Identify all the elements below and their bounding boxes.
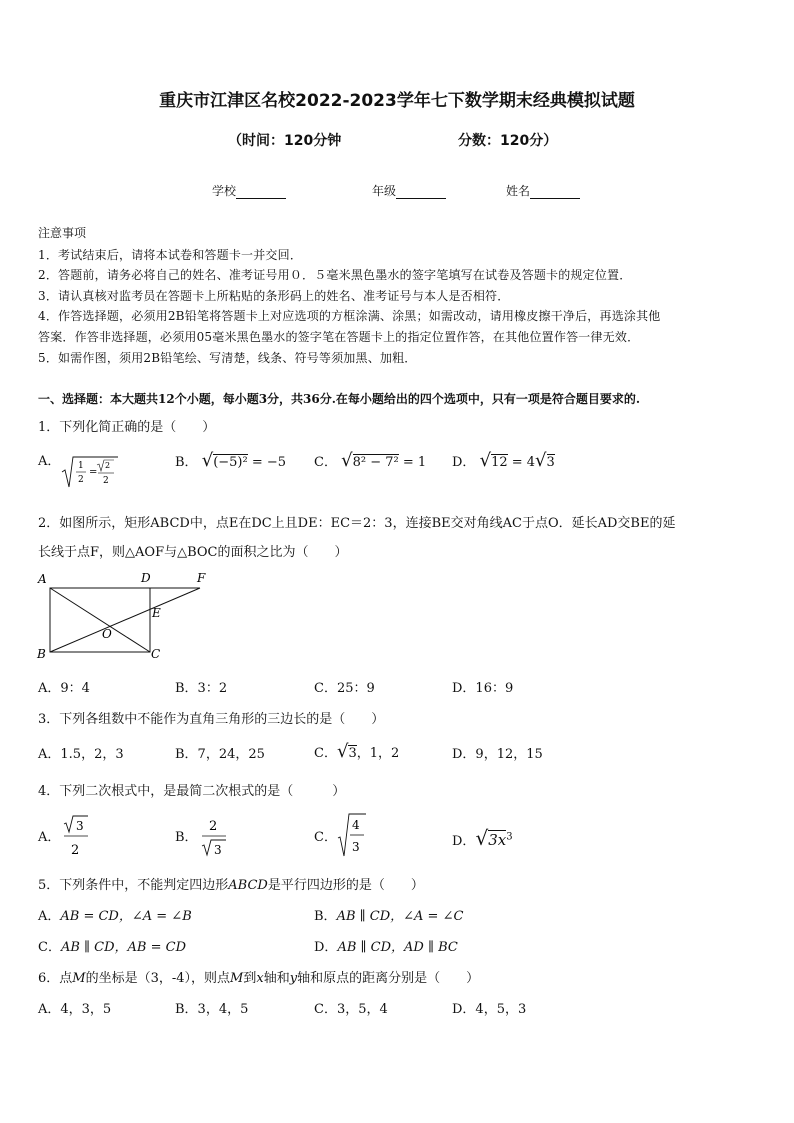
label-d: D	[141, 571, 151, 585]
q1-a-label: A．	[38, 454, 61, 469]
grade-label: 年级	[372, 184, 397, 198]
q6-option-b: B．3，4，5	[175, 1002, 249, 1017]
sqrt-symbol: √	[341, 450, 353, 471]
q3-option-a: A．1.5，2，3	[38, 747, 124, 762]
q3-stem: 3．下列各组数中不能作为直角三角形的三边长的是（ ）	[38, 712, 385, 727]
q3-c-label: C．	[314, 746, 337, 761]
q1-a-expression	[60, 454, 120, 490]
q5-stem-post: 是平行四边形的是（ ）	[267, 878, 424, 893]
notes-heading: 注意事项	[38, 226, 87, 240]
q4-a-den: 2	[71, 843, 80, 858]
q1-d-mid: = 4	[511, 455, 536, 470]
note-item: 1．考试结束后，请将本试卷和答题卡一并交回．	[38, 248, 303, 262]
school-field	[212, 182, 286, 199]
q6-stem-post: 轴和原点的距离分别是（ ）	[297, 971, 480, 986]
sqrt-symbol: √	[336, 741, 349, 762]
q6-stem-m: M	[72, 971, 86, 986]
q1-d-label: D．	[452, 455, 476, 470]
school-label: 学校	[212, 184, 237, 198]
exam-score: 分数：120分）	[458, 133, 558, 149]
q5-option-b	[314, 905, 463, 924]
q5-stem-pre: 5．下列条件中，不能判定四边形	[38, 878, 229, 893]
q2-option-b: B．3：2	[175, 681, 228, 696]
q2-option-a: A．9：4	[38, 681, 90, 696]
q4-c-num: 4	[352, 818, 360, 832]
q1-d-inner: 12	[491, 455, 508, 470]
q1-c-label: C．	[314, 455, 337, 470]
sqrt-symbol: √	[535, 450, 547, 471]
note-item: 4．作答选择题，必须用2B铅笔将答题卡上对应选项的方框涂满、涂黑；如需改动，请用橡皮擦干净后，再选涂其他	[38, 309, 661, 323]
q1-b-rest: = −5	[251, 455, 287, 470]
q5-a-expr: AB = CD，∠A = ∠B	[60, 909, 192, 924]
q6-option-d: D．4，5，3	[452, 1002, 527, 1017]
note-item: 2．答题前，请务必将自己的姓名、准考证号用０．５毫米黑色墨水的签字笔填写在试卷及答题卡的规定位置．	[38, 268, 632, 282]
q6-stem-x: x	[256, 971, 264, 986]
q5-option-a	[38, 905, 192, 924]
q1-a-num: 1	[78, 461, 84, 471]
q6-stem-pre: 6．点	[38, 971, 73, 986]
q2-figure	[34, 568, 214, 662]
q5-c-label: C．	[38, 940, 61, 955]
q4-option-c-label: C．	[314, 830, 337, 845]
q6-stem	[38, 967, 479, 986]
q4-c-den: 3	[352, 840, 360, 854]
q4-stem: 4．下列二次根式中，是最简二次根式的是（ ）	[38, 784, 346, 799]
q5-c-expr: AB ∥ CD，AB = CD	[60, 940, 187, 955]
q1-stem: 1．下列化简正确的是（ ）	[38, 420, 216, 435]
line-bf	[50, 588, 200, 652]
label-a: A	[38, 572, 47, 586]
q4-d-inner: 3x	[488, 831, 507, 849]
q5-d-label: D．	[314, 940, 338, 955]
q1-a-eq: =	[89, 467, 98, 478]
q2-option-d: D．16：9	[452, 681, 514, 696]
q1-b-label: B．	[175, 455, 198, 470]
q1-option-a	[38, 450, 60, 469]
name-label: 姓名	[506, 184, 531, 198]
exam-time: （时间：120分钟	[228, 133, 342, 149]
q5-a-label: A．	[38, 909, 61, 924]
q3-option-c	[314, 741, 399, 762]
q6-stem-m2: M	[230, 971, 244, 986]
q3-c-inner: 3	[348, 746, 357, 761]
grade-field	[372, 182, 446, 199]
page-title: 重庆市江津区名校2022-2023学年七下数学期末经典模拟试题	[159, 91, 635, 111]
label-c: C	[151, 647, 161, 661]
q5-b-label: B．	[314, 909, 337, 924]
sqrt-symbol: √	[475, 826, 489, 850]
q3-c-rest: ，1，2	[356, 746, 400, 761]
q1-option-c	[314, 450, 426, 471]
q4-option-d	[452, 826, 513, 850]
q4-d-label: D．	[452, 834, 476, 849]
q3-option-d: D．9，12，15	[452, 747, 543, 762]
grade-blank	[396, 186, 446, 199]
q4-b-expression	[198, 812, 230, 860]
q4-option-a-label: A．	[38, 830, 61, 845]
q1-option-b	[175, 450, 286, 471]
q1-a-den: 2	[78, 475, 84, 485]
q6-stem-mid3: 轴和	[263, 971, 290, 986]
q1-b-inner: (−5)²	[213, 455, 248, 470]
q5-option-c	[38, 936, 186, 955]
q4-b-den: 3	[214, 843, 222, 857]
q1-a-rden: 2	[103, 476, 109, 486]
q5-stem	[38, 874, 424, 893]
q6-stem-y: y	[289, 971, 298, 986]
name-blank	[530, 186, 580, 199]
sqrt-symbol: √	[479, 450, 492, 471]
q6-option-a: A．4，3，5	[38, 1002, 112, 1017]
q3-option-b: B．7，24，25	[175, 747, 265, 762]
q5-d-expr: AB ∥ CD，AD ∥ BC	[337, 940, 458, 955]
label-f: F	[197, 571, 206, 585]
q5-option-d	[314, 936, 458, 955]
school-blank	[236, 186, 286, 199]
q2-stem-line1: 2．如图所示，矩形ABCD中，点E在DC上且DE：EC＝2：3，连接BE交对角线AC于点O．延长AD交BE的延	[38, 516, 676, 531]
label-b: B	[37, 647, 46, 661]
q6-option-c: C．3，5，4	[314, 1002, 388, 1017]
q6-stem-mid: 的坐标是（3，-4），则点	[85, 971, 231, 986]
sqrt-symbol: √	[201, 450, 214, 471]
q5-b-expr: AB ∥ CD，∠A = ∠C	[336, 909, 464, 924]
q4-c-expression	[336, 810, 368, 860]
q2-option-c: C．25：9	[314, 681, 375, 696]
section-heading: 一、选择题：本大题共12个小题，每小题3分，共36分.在每小题给出的四个选项中，只有一项是符合题目要求的.	[38, 392, 641, 406]
note-item: 3．请认真核对监考员在答题卡上所粘贴的条形码上的姓名、准考证号与本人是否相符．	[38, 289, 510, 303]
q4-option-b-label: B．	[175, 830, 198, 845]
q1-c-rest: = 1	[402, 455, 427, 470]
label-e: E	[152, 606, 161, 620]
q2-stem-line2: 长线于点F，则△AOF与△BOC的面积之比为（ ）	[38, 545, 348, 560]
q4-a-num: 3	[76, 819, 84, 833]
q4-a-expression	[60, 812, 92, 860]
note-item: 5．如需作图，须用2B铅笔绘、写清楚，线条、符号等须加黑、加粗．	[38, 351, 417, 365]
label-o: O	[102, 627, 112, 641]
q1-d-rinner: 3	[546, 455, 555, 470]
q5-stem-var: ABCD	[228, 878, 268, 893]
q4-d-exp: 3	[506, 831, 513, 843]
q1-a-rnum: 2	[105, 461, 111, 470]
q4-b-num: 2	[209, 819, 218, 834]
q1-option-d	[452, 450, 555, 471]
q6-stem-mid2: 到	[243, 971, 257, 986]
q1-c-inner: 8² − 7²	[352, 455, 399, 470]
name-field	[506, 182, 580, 199]
note-item: 答案．作答非选择题，必须用05毫米黑色墨水的签字笔在答题卡上的指定位置作答，在其他位置作答一律无效．	[38, 330, 640, 344]
diagonal-ac	[50, 588, 150, 652]
